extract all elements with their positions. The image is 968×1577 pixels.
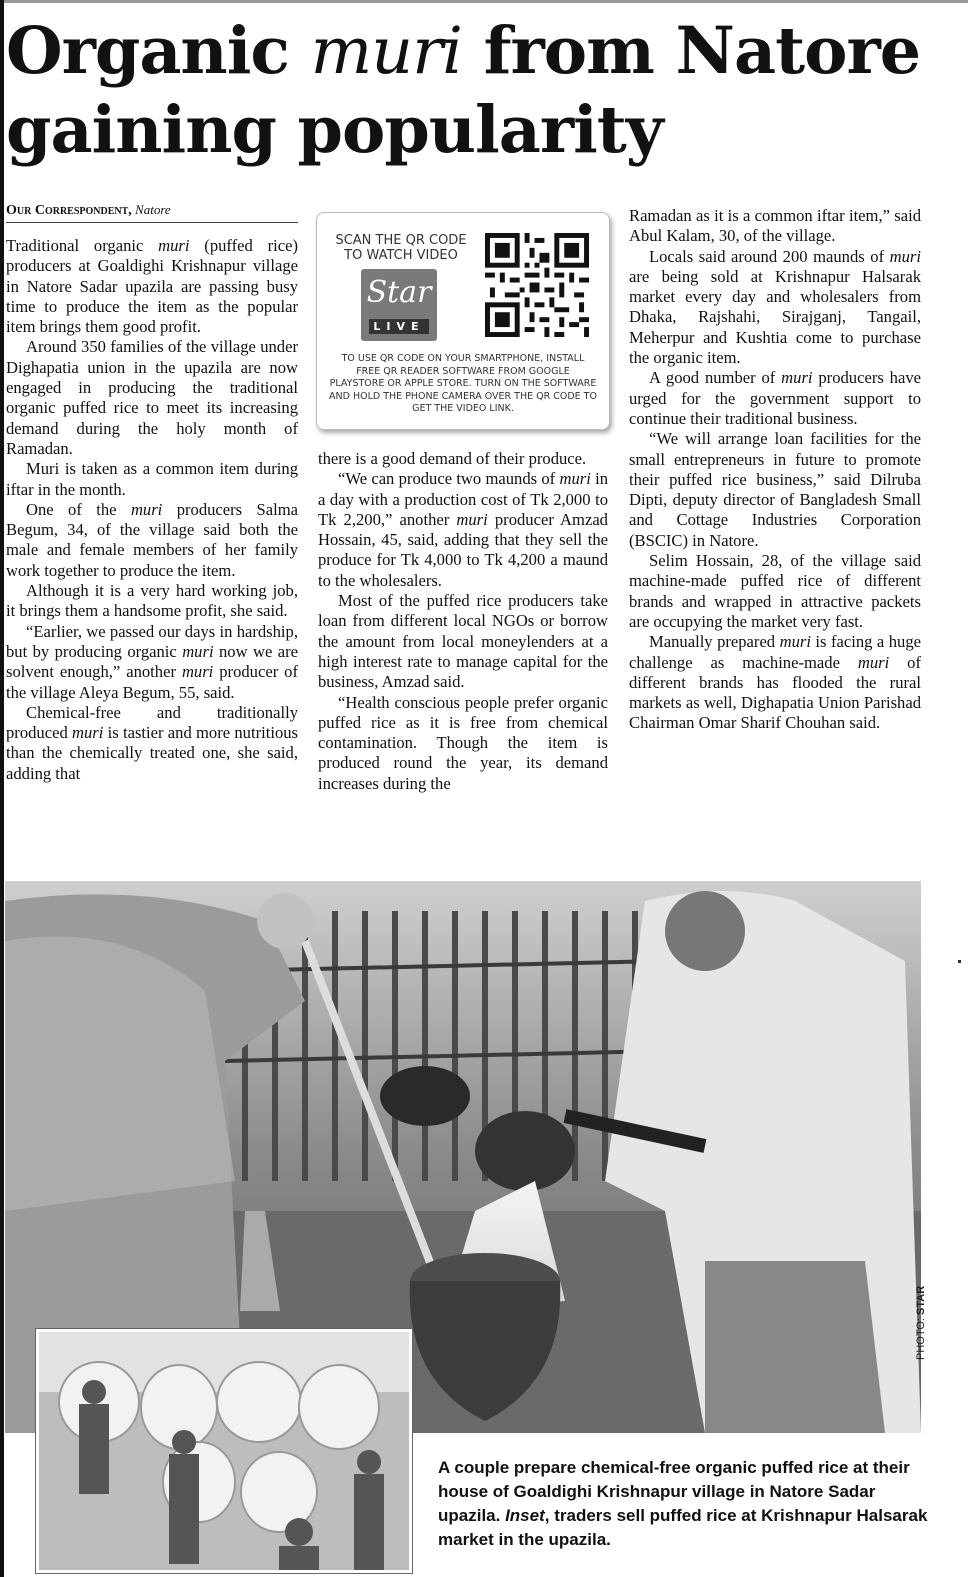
- paragraph: Most of the puffed rice producers take loan from different local NGOs or borrow the amount from local moneylenders at a high interest rate to manage capital for the business, Amzad said.: [318, 591, 608, 692]
- byline: [6, 202, 171, 219]
- paragraph: Ramadan as it is a common iftar item,” said Abul Kalam, 30, of the village.: [629, 206, 921, 246]
- byline-place: Natore: [135, 202, 171, 217]
- top-border: [0, 0, 968, 3]
- inset-photo: [36, 1329, 412, 1573]
- paragraph: “Earlier, we passed our days in hardship, but by producing organic muri now we are solvent enough,” another muri producer of the village Aleya Begum, 55, said.: [6, 621, 299, 702]
- article-column-1: [6, 236, 298, 784]
- star-logo-text: Star: [366, 275, 432, 310]
- paragraph: there is a good demand of their produce.: [318, 449, 587, 468]
- qr-instructions: TO USE QR CODE ON YOUR SMARTPHONE, INSTALL FREE QR READER SOFTWARE FROM GOOGLE PLAYSTORE OR APPLE STORE. TURN ON THE SOFTWARE AND HOLD THE PHONE CAMERA OVER THE QR CODE TO GET THE VIDEO LINK.: [329, 353, 597, 414]
- paragraph: Chemical-free and traditionally produced muri is tastier and more nutritious than the chemically treated one, she said, adding that: [6, 702, 298, 783]
- paragraph: “Health conscious people prefer organic puffed rice as it is free from chemical contamination. Though the item is produced round the year, its demand increases during the: [318, 692, 608, 793]
- paragraph: Selim Hossain, 28, of the village said machine-made puffed rice of different brands and wrapped in attractive packets are occupying the market very fast.: [629, 551, 921, 631]
- edge-mark: [958, 960, 961, 963]
- article-column-3: [629, 206, 921, 734]
- photo-credit-label: PHOTO:: [915, 1318, 927, 1360]
- star-live-logo: [361, 269, 437, 341]
- qr-code-box: [316, 212, 610, 430]
- left-border: [0, 0, 4, 1577]
- paragraph: Although it is a very hard working job, it brings them a handsome profit, she said.: [6, 581, 298, 621]
- qr-code-icon[interactable]: [485, 233, 589, 337]
- paragraph: “We will arrange loan facilities for the small entrepreneurs in future to promote their puffed rice business,” said Dilruba Dipti, deputy director of Bangladesh Small and Cottage Industries Corporation (BSCIC) in Natore.: [629, 429, 921, 550]
- paragraph: “We can produce two maunds of muri in a day with a production cost of Tk 2,000 to Tk 2,200,” another muri producer Amzad Hossain, 45, said, adding that they sell the produce for Tk 4,000 to Tk 4,200 a maund to the wholesalers.: [318, 469, 608, 590]
- photo-credit-name: STAR: [915, 1285, 927, 1315]
- headline-italic: muri: [310, 14, 462, 89]
- paragraph: A good number of muri producers have urged for the government support to continue their traditional business.: [629, 368, 921, 428]
- qr-scan-text: SCAN THE QR CODE TO WATCH VIDEO: [335, 233, 467, 263]
- live-logo-text: LIVE: [369, 319, 429, 334]
- headline: Organic muri from Natore gaining popularity: [6, 13, 921, 168]
- photo-caption: A couple prepare chemical-free organic puffed rice at their house of Goaldighi Krishnapur village in Natore Sadar upazila. Inset, traders sell puffed rice at Krishnapur Halsarak market in the upazila.: [438, 1458, 928, 1549]
- byline-correspondent: Our Correspondent,: [6, 203, 132, 218]
- byline-divider: [6, 222, 298, 223]
- paragraph: Traditional organic muri (puffed rice) producers at Goaldighi Krishnapur village in Natore Sadar upazila are passing busy time to produce the item as the popular item brings them good profit.: [6, 236, 298, 337]
- paragraph: Locals said around 200 maunds of muri are being sold at Krishnapur Halsarak market every day and wholesalers from Dhaka, Rajshahi, Sirajganj, Tangail, Meherpur and Kushtia come to purchase the organic item.: [629, 246, 921, 368]
- article-column-2: [318, 449, 608, 794]
- paragraph: Around 350 families of the village under Dighapatia union in the upazila are now engaged in producing the traditional organic puffed rice to meet its increasing demand during the holy month of Ramadan.: [6, 337, 298, 458]
- paragraph: Muri is taken as a common item during iftar in the month.: [6, 459, 298, 499]
- paragraph: Manually prepared muri is facing a huge challenge as machine-made muri of different brands has flooded the rural markets as well, Dighapatia Union Parishad Chairman Omar Sharif Chouhan said.: [629, 632, 921, 733]
- paragraph: One of the muri producers Salma Begum, 34, of the village said both the male and female members of her family work together to produce the item.: [6, 499, 298, 580]
- photo-credit: [915, 1270, 927, 1360]
